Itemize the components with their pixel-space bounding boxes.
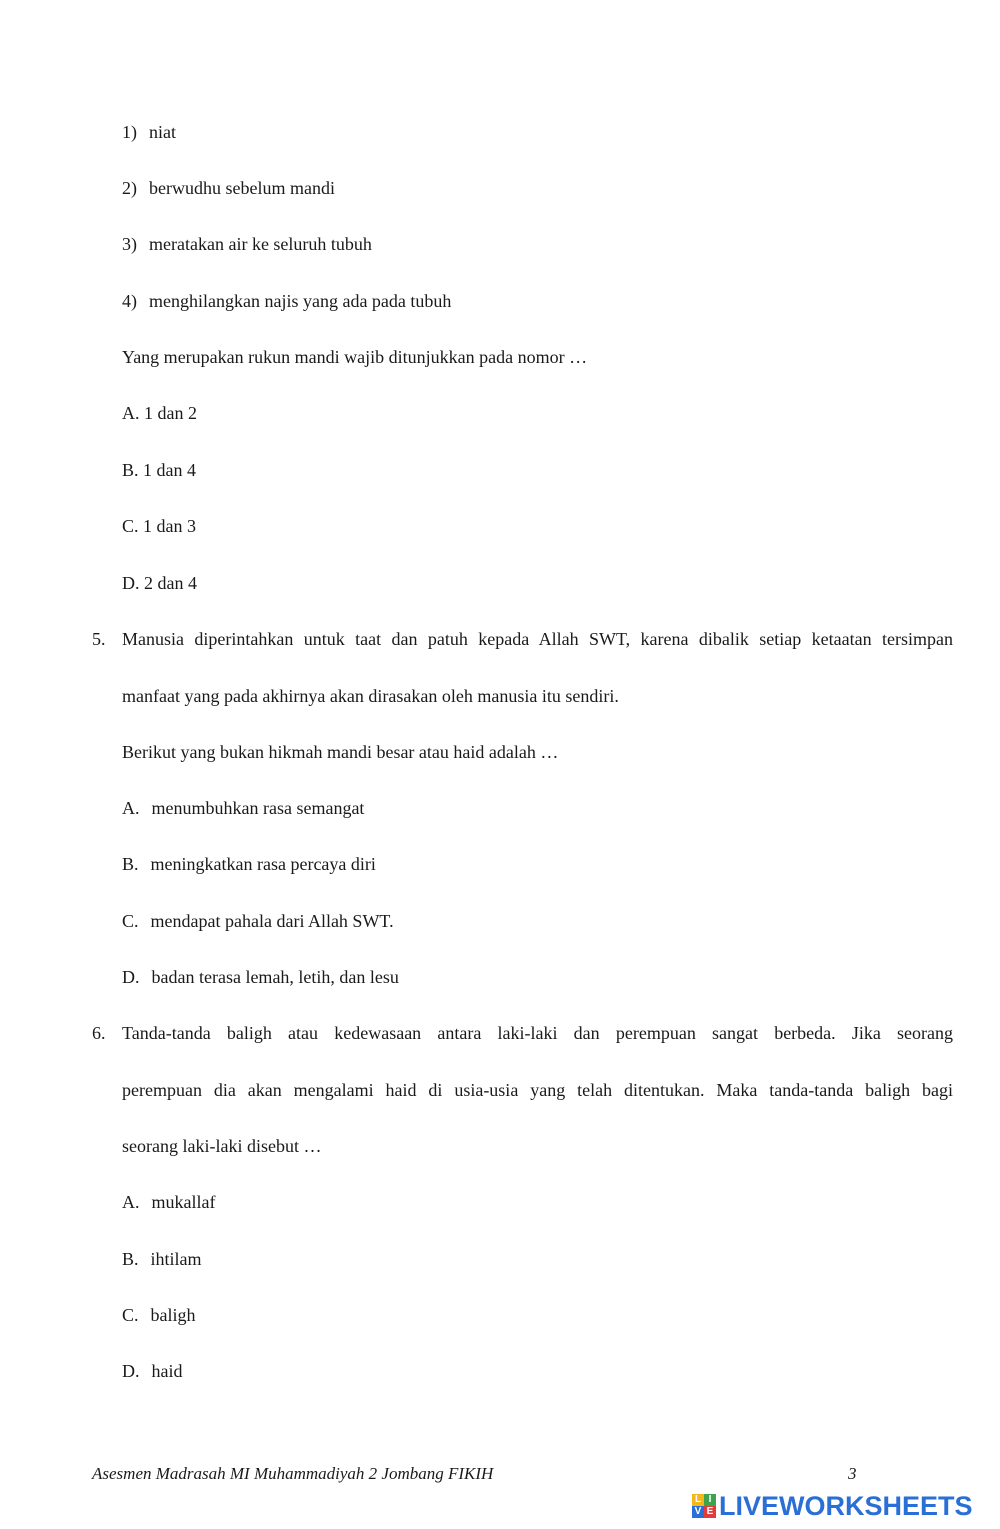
sub-item-text: menghilangkan najis yang ada pada tubuh bbox=[149, 291, 452, 311]
q6-text-line2: perempuan dia akan mengalami haid di usia-usia yang telah ditentukan. Maka tanda-tanda baligh bagi bbox=[122, 1080, 953, 1100]
q5-text-line1: Manusia diperintahkan untuk taat dan patuh kepada Allah SWT, karena dibalik setiap ketaatan tersimpan bbox=[122, 629, 953, 649]
q6-option-c[interactable] bbox=[122, 1304, 196, 1326]
q4-prompt: Yang merupakan rukun mandi wajib ditunjukkan pada nomor … bbox=[122, 347, 588, 367]
q6-number: 6. bbox=[92, 1023, 106, 1043]
sub-item-text: meratakan air ke seluruh tubuh bbox=[149, 234, 372, 254]
option-text: mukallaf bbox=[151, 1192, 216, 1212]
logo-letter: L bbox=[692, 1494, 704, 1506]
sub-item-4 bbox=[122, 290, 451, 312]
option-letter: C. bbox=[122, 1305, 139, 1325]
option-letter: B. bbox=[122, 854, 139, 874]
q4-option-d[interactable]: D. 2 dan 4 bbox=[122, 573, 197, 593]
q6-option-d[interactable] bbox=[122, 1360, 183, 1382]
option-letter: D. bbox=[122, 1361, 140, 1381]
sub-item-2 bbox=[122, 177, 335, 199]
option-text: badan terasa lemah, letih, dan lesu bbox=[151, 967, 399, 987]
sub-item-text: berwudhu sebelum mandi bbox=[149, 178, 335, 198]
option-text: ihtilam bbox=[150, 1249, 202, 1269]
option-letter: A. bbox=[122, 1192, 140, 1212]
brand-name: LIVEWORKSHEETS bbox=[719, 1490, 973, 1521]
q6-text-line3: seorang laki-laki disebut … bbox=[122, 1136, 322, 1156]
footer-title: Asesmen Madrasah MI Muhammadiyah 2 Jombang FIKIH bbox=[92, 1464, 494, 1483]
option-text: baligh bbox=[150, 1305, 196, 1325]
q5-option-d[interactable] bbox=[122, 966, 399, 988]
q4-option-b[interactable]: B. 1 dan 4 bbox=[122, 460, 196, 480]
q5-option-c[interactable] bbox=[122, 910, 394, 932]
option-text: haid bbox=[151, 1361, 183, 1381]
liveworksheets-logo-icon bbox=[692, 1494, 716, 1518]
page-number: 3 bbox=[848, 1464, 857, 1483]
option-letter: B. bbox=[122, 1249, 139, 1269]
sub-item-number: 3) bbox=[122, 234, 137, 254]
q5-prompt: Berikut yang bukan hikmah mandi besar atau haid adalah … bbox=[122, 742, 559, 762]
q4-option-c[interactable]: C. 1 dan 3 bbox=[122, 516, 196, 536]
q5-option-a[interactable] bbox=[122, 797, 364, 819]
q5-text-line2: manfaat yang pada akhirnya akan dirasakan oleh manusia itu sendiri. bbox=[122, 686, 619, 706]
liveworksheets-logo[interactable] bbox=[692, 1491, 973, 1521]
logo-letter: V bbox=[692, 1506, 704, 1518]
sub-item-text: niat bbox=[149, 122, 176, 142]
logo-letter: I bbox=[704, 1494, 716, 1506]
sub-item-1 bbox=[122, 121, 176, 143]
q6-option-b[interactable] bbox=[122, 1248, 202, 1270]
option-letter: C. bbox=[122, 911, 139, 931]
option-text: mendapat pahala dari Allah SWT. bbox=[150, 911, 394, 931]
option-letter: D. bbox=[122, 967, 140, 987]
q5-option-b[interactable] bbox=[122, 853, 376, 875]
sub-item-number: 1) bbox=[122, 122, 137, 142]
q6-option-a[interactable] bbox=[122, 1191, 215, 1213]
sub-item-number: 4) bbox=[122, 291, 137, 311]
q6-text-line1: Tanda-tanda baligh atau kedewasaan antara laki-laki dan perempuan sangat berbeda. Jika seorang bbox=[122, 1023, 953, 1043]
option-text: meningkatkan rasa percaya diri bbox=[150, 854, 376, 874]
q5-number: 5. bbox=[92, 629, 106, 649]
option-text: menumbuhkan rasa semangat bbox=[151, 798, 365, 818]
sub-item-number: 2) bbox=[122, 178, 137, 198]
q4-option-a[interactable]: A. 1 dan 2 bbox=[122, 403, 197, 423]
logo-letter: E bbox=[704, 1506, 716, 1518]
sub-item-3 bbox=[122, 233, 372, 255]
option-letter: A. bbox=[122, 798, 140, 818]
